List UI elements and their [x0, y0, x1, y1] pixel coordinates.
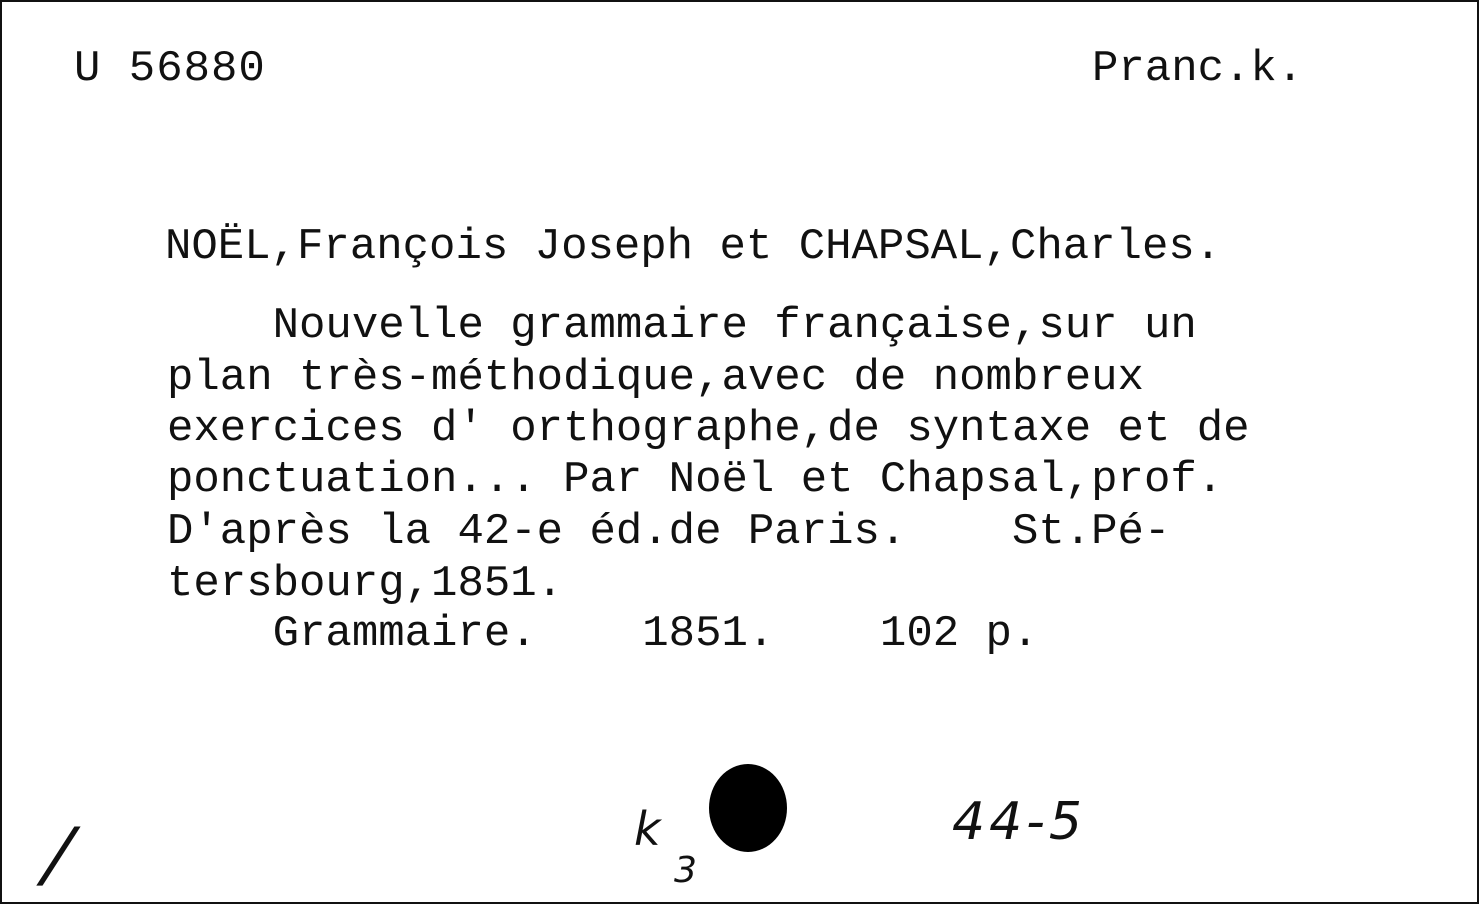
handwritten-shelf-note: 44-5	[952, 792, 1087, 852]
call-number: U 56880	[74, 44, 266, 94]
shelf-mark: Pranc.k.	[1092, 44, 1304, 94]
description-line: tersbourg,1851.	[167, 559, 564, 609]
author-heading: NOËL,François Joseph et CHAPSAL,Charles.	[165, 222, 1222, 272]
collation-line: Grammaire. 1851. 102 p.	[167, 609, 1039, 659]
handwritten-k: k	[634, 802, 661, 856]
description-line: D'après la 42-e éd.de Paris. St.Pé-	[167, 507, 1171, 557]
description-line: Nouvelle grammaire française,sur un	[167, 301, 1197, 351]
description-line: plan très-méthodique,avec de nombreux	[167, 353, 1144, 403]
punch-hole-icon	[709, 764, 787, 852]
description-line: exercices d' orthographe,de syntaxe et de	[167, 404, 1250, 454]
handwritten-3: 3	[674, 850, 697, 891]
description-line: ponctuation... Par Noël et Chapsal,prof.	[167, 455, 1224, 505]
handwritten-slash: /	[40, 812, 77, 896]
